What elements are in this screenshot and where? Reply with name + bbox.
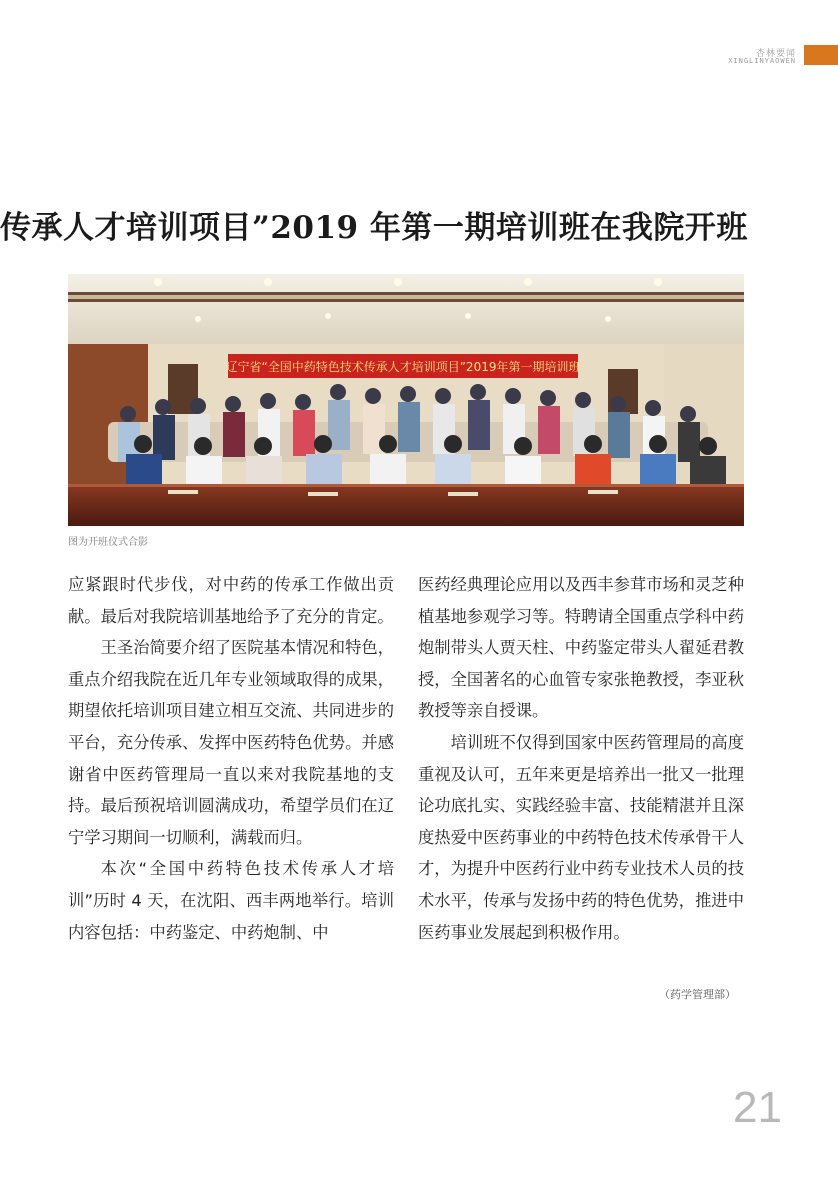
section-accent-bar: [804, 45, 838, 65]
paragraph: 王圣治简要介绍了医院基本情况和特色，重点介绍我院在近几年专业领域取得的成果，期望依托培训项目建立相互交流、共同进步的平台，充分传承、发挥中医药特色优势。并感谢省中医药管理局一直以来对我院基地的支持。最后预祝培训圆满成功，希望学员们在辽宁学习期间一切顺利，满载而归。: [68, 638, 394, 847]
section-title-pinyin: XINGLINYAOWEN: [728, 57, 796, 65]
photo-caption: 图为开班仪式合影: [68, 537, 148, 548]
section-header: [0, 44, 838, 68]
article-column-left: [68, 569, 394, 948]
banner-text: 辽宁省“全国中药特色技术传承人才培训项目”2019年第一期培训班: [225, 360, 581, 374]
author-signature: （药学管理部）: [659, 988, 736, 1001]
paragraph: 培训班不仅得到国家中医药管理局的高度重视及认可，五年来更是培养出一批又一批理论功底扎实、实践经验丰富、技能精湛并且深度热爱中医药事业的中药特色技术传承骨干人才，为提升中医药行业中药专业技术人员的技术水平，传承与发扬中药的特色优势，推进中医药事业发展起到积极作用。: [418, 732, 744, 942]
page-number: 21: [733, 1083, 782, 1132]
group-photo-illustration: [68, 274, 744, 526]
paragraph: 本次“全国中药特色技术传承人才培训”历时 4 天，在沈阳、西丰两地举行。培训内容包括：中药鉴定、中药炮制、中: [68, 859, 394, 942]
article-column-right: [418, 569, 744, 948]
paragraph: 应紧跟时代步伐，对中药的传承工作做出贡献。最后对我院培训基地给予了充分的肯定。: [68, 575, 394, 626]
group-photo: [68, 274, 744, 526]
section-title: 杏林要闻: [755, 49, 796, 59]
paragraph: 医药经典理论应用以及西丰参茸市场和灵芝种植基地参观学习等。特聘请全国重点学科中药炮制带头人贾天柱、中药鉴定带头人翟延君教授，全国著名的心血管专家张艳教授，李亚秋教授等亲自授课。: [418, 575, 744, 721]
article-headline: 传承人才培训项目”2019 年第一期培训班在我院开班: [0, 210, 748, 246]
